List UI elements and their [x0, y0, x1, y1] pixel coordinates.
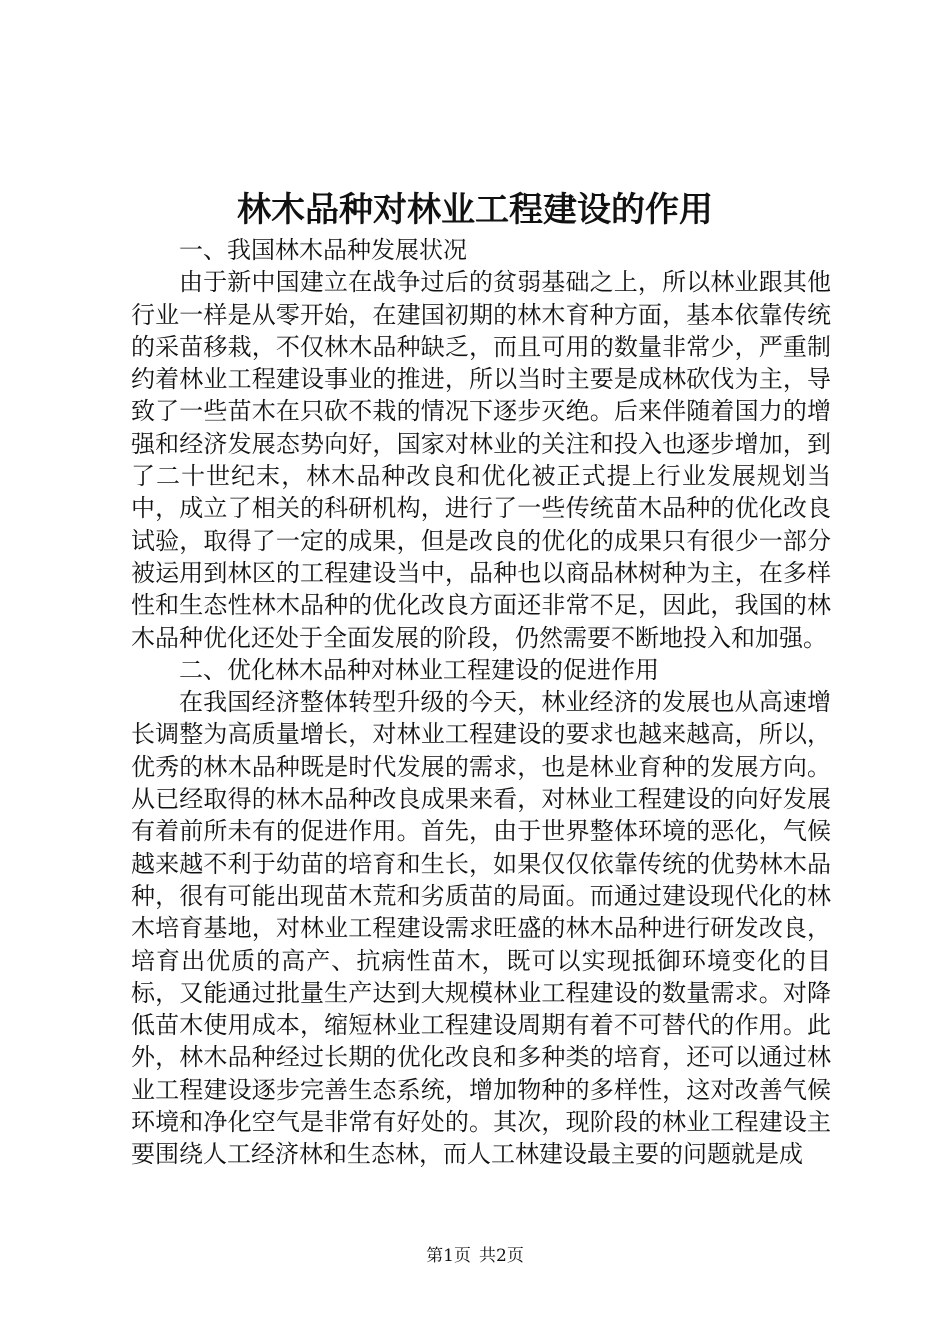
document-body — [131, 234, 831, 1171]
page-footer — [0, 1244, 950, 1268]
section-heading-1: 一、我国林木品种发展状况 — [179, 236, 467, 264]
paragraph-2: 在我国经济整体转型升级的今天，林业经济的发展也从高速增长调整为高质量增长，对林业工程建设的要求也越来越高，所以，优秀的林木品种既是时代发展的需求，也是林业育种的发展方向。从已经取得的林木品种改良成果来看，对林业工程建设的向好发展有着前所未有的促进作用。首先，由于世界整体环境的恶化，气候越来越不利于幼苗的培育和生长，如果仅仅依靠传统的优势林木品种，很有可能出现苗木荒和劣质苗的局面。而通过建设现代化的林木培育基地，对林业工程建设需求旺盛的林木品种进行研发改良，培育出优质的高产、抗病性苗木，既可以实现抵御环境变化的目标，又能通过批量生产达到大规模林业工程建设的数量需求。对降低苗木使用成本，缩短林业工程建设周期有着不可替代的作用。此外，林木品种经过长期的优化改良和多种类的培育，还可以通过林业工程建设逐步完善生态系统，增加物种的多样性，这对改善气候环境和净化空气是非常有好处的。其次，现阶段的林业工程建设主要围绕人工经济林和生态林，而人工林建设最主要的问题就是成 — [131, 688, 831, 1169]
section-heading-2: 二、优化林木品种对林业工程建设的促进作用 — [179, 655, 659, 684]
page-number: 第1页 — [426, 1246, 471, 1266]
paragraph-1: 由于新中国建立在战争过后的贫弱基础之上，所以林业跟其他行业一样是从零开始，在建国初期的林木育种方面，基本依靠传统的采苗移栽，不仅林木品种缺乏，而且可用的数量非常少，严重制约着林业工程建设事业的推进，所以当时主要是成林砍伐为主，导致了一些苗木在只砍不栽的情况下逐步灭绝。后来伴随着国力的增强和经济发展态势向好，国家对林业的关注和投入也逐步增加，到了二十世纪末，林木品种改良和优化被正式提上行业发展规划当中，成立了相关的科研机构，进行了一些传统苗木品种的优化改良试验，取得了一定的成果，但是改良的优化的成果只有很少一部分被运用到林区的工程建设当中，品种也以商品林树种为主，在多样性和生态性林木品种的优化改良方面还非常不足，因此，我国的林木品种优化还处于全面发展的阶段，仍然需要不断地投入和加强。 — [131, 268, 831, 652]
document-title: 林木品种对林业工程建设的作用 — [237, 190, 713, 230]
page-total: 共2页 — [479, 1246, 524, 1266]
